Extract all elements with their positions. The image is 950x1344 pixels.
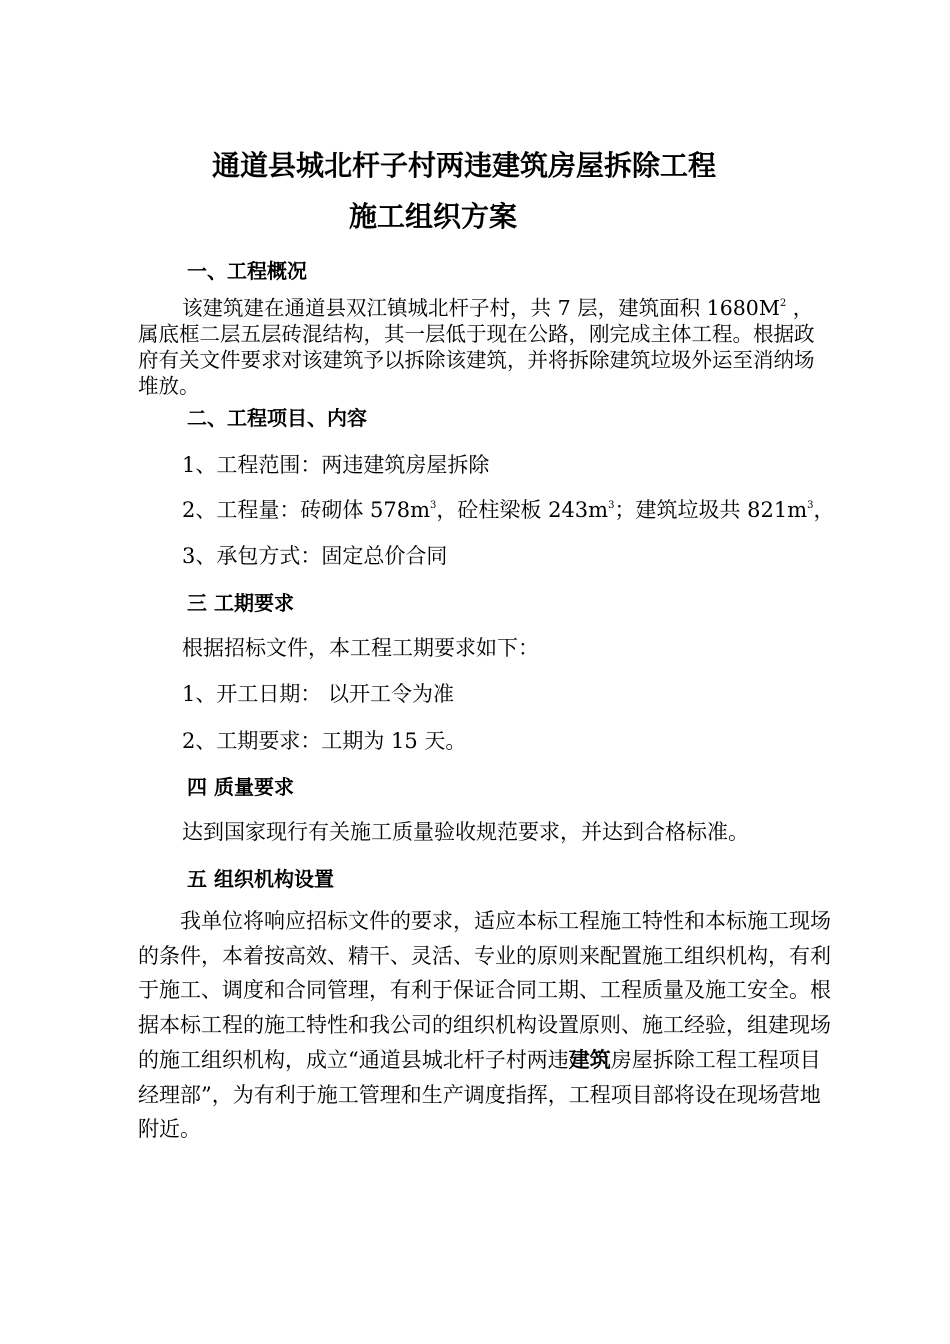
- section-heading-1: 一、工程概况: [187, 259, 307, 283]
- s3-intro: 根据招标文件，本工程工期要求如下：: [182, 636, 539, 660]
- s3-item-1: 1、开工日期： 以开工令为准: [182, 682, 455, 706]
- s2-sup-1: 3: [430, 500, 437, 511]
- s2-item-1: 1、工程范围：两违建筑房屋拆除: [182, 453, 490, 477]
- s2-item2-a: 2、工程量：砖砌体 578m: [182, 498, 431, 522]
- s1-superscript: 2: [779, 298, 787, 309]
- s2-item-2: [182, 500, 835, 521]
- s2-sup-3: 3: [807, 500, 814, 511]
- section-heading-5: 五 组织机构设置: [187, 867, 334, 891]
- s3-item-2: 2、工期要求：工期为 15 天。: [182, 729, 467, 753]
- document-title: 通道县城北杆子村两违建筑房屋拆除工程: [212, 149, 717, 182]
- section-heading-3: 三 工期要求: [187, 591, 294, 615]
- s5-text-b: 房屋拆除工程工程项目经理部”，为有利于施工管理和生产调度指挥，工程项目部将设在现场营地附近。: [138, 1047, 821, 1142]
- s1-text-a: 该建筑建在通道县双江镇城北杆子村，共 7 层，建筑面积 1680M: [182, 296, 780, 320]
- s1-text-b: ，属底框二层五层砖混结构，其一层低于现在公路，刚完成主体工程。根据政府有关文件要求对该建筑予以拆除该建筑，并将拆除建筑垃圾外运至消纳场堆放。: [138, 296, 815, 398]
- s2-item2-c: ；建筑垃圾共 821m: [614, 498, 808, 522]
- s2-item2-d: ，: [813, 498, 835, 522]
- s2-sup-2: 3: [608, 500, 615, 511]
- s2-item-3: 3、承包方式：固定总价合同: [182, 544, 448, 568]
- document-subtitle: 施工组织方案: [349, 200, 518, 233]
- section-5-paragraph: [138, 904, 838, 1147]
- s2-item2-b: ，砼柱梁板 243m: [436, 498, 609, 522]
- s5-bold-word: 建筑: [568, 1047, 611, 1072]
- s5-text-a: 我单位将响应招标文件的要求，适应本标工程施工特性和本标施工现场的条件，本着按高效、精干、灵活、专业的原则来配置施工组织机构，有利于施工、调度和合同管理，有利于保证合同工期、工程质量及施工安全。根据本标工程的施工特性和我公司的组织机构设置原则、施工经验，组建现场的施工组织机构，成立“通道县城北杆子村两违: [138, 909, 831, 1072]
- section-1-paragraph: [138, 295, 828, 399]
- s4-text: 达到国家现行有关施工质量验收规范要求，并达到合格标准。: [182, 820, 749, 844]
- section-heading-2: 二、工程项目、内容: [187, 406, 367, 430]
- section-heading-4: 四 质量要求: [187, 775, 294, 799]
